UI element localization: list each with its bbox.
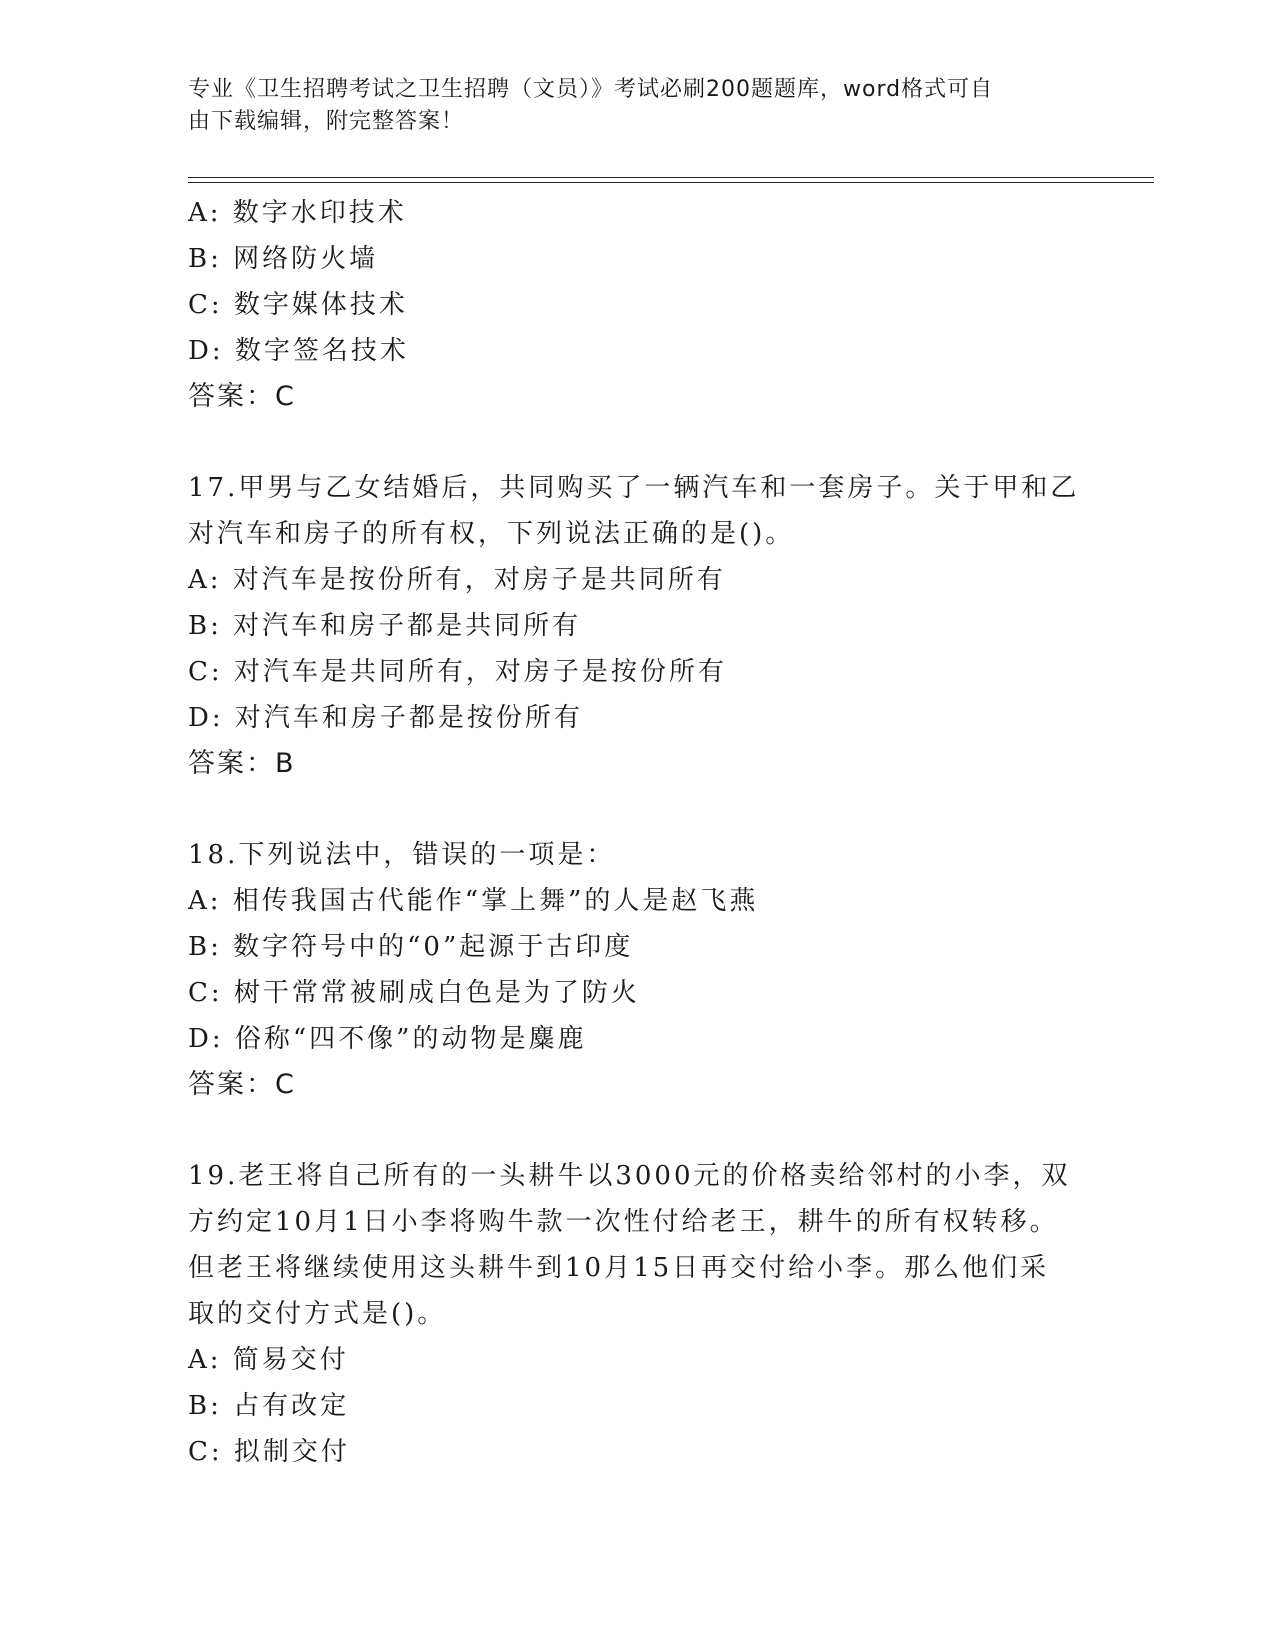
option-a: A: 对汽车是按份所有，对房子是共同所有 (188, 565, 726, 595)
option-a: A: 简易交付 (188, 1345, 349, 1375)
spacer (188, 787, 1088, 832)
question-stem: 对汽车和房子的所有权，下列说法正确的是()。 (188, 519, 795, 549)
document-header (188, 74, 1068, 138)
header-line-1: 专业《卫生招聘考试之卫生招聘（文员）》考试必刷200题题库，word格式可自 (188, 77, 994, 102)
option-b: B: 数字符号中的“0”起源于古印度 (188, 932, 634, 962)
option-c: C: 对汽车是共同所有，对房子是按份所有 (188, 657, 727, 687)
option-b: B: 占有改定 (188, 1391, 350, 1421)
question-stem: 方约定10月1日小李将购牛款一次性付给老王，耕牛的所有权转移。 (188, 1207, 1059, 1237)
option-a: A: 相传我国古代能作“掌上舞”的人是赵飞燕 (188, 886, 759, 916)
question-stem: 17.甲男与乙女结婚后，共同购买了一辆汽车和一套房子。关于甲和乙 (188, 473, 1080, 503)
option-c: C: 树干常常被刷成白色是为了防火 (188, 978, 640, 1008)
question-stem: 取的交付方式是()。 (188, 1299, 447, 1329)
answer: 答案：C (188, 1069, 296, 1100)
header-line-2: 由下载编辑，附完整答案！ (188, 109, 465, 134)
option-c: C: 拟制交付 (188, 1437, 350, 1467)
answer: 答案：C (188, 381, 296, 412)
answer: 答案：B (188, 748, 296, 779)
header-divider-top (188, 177, 1154, 178)
option-d: D: 数字签名技术 (188, 336, 409, 366)
spacer (188, 1108, 1088, 1153)
question-18 (188, 832, 1088, 1108)
question-stem: 18.下列说法中，错误的一项是： (188, 840, 616, 870)
option-d: D: 俗称“四不像”的动物是麋鹿 (188, 1024, 587, 1054)
question-list (188, 190, 1088, 1475)
question-17 (188, 465, 1088, 787)
option-d: D: 对汽车和房子都是按份所有 (188, 703, 583, 733)
option-b: B: 对汽车和房子都是共同所有 (188, 611, 582, 641)
option-c: C: 数字媒体技术 (188, 290, 408, 320)
question-16 (188, 190, 1088, 420)
option-a: A: 数字水印技术 (188, 198, 407, 228)
question-19 (188, 1153, 1088, 1475)
question-stem: 19.老王将自己所有的一头耕牛以3000元的价格卖给邻村的小李，双 (188, 1161, 1071, 1191)
option-b: B: 网络防火墙 (188, 244, 379, 274)
question-stem: 但老王将继续使用这头耕牛到10月15日再交付给小李。那么他们采 (188, 1253, 1050, 1283)
header-divider-bottom (188, 182, 1154, 183)
spacer (188, 420, 1088, 465)
